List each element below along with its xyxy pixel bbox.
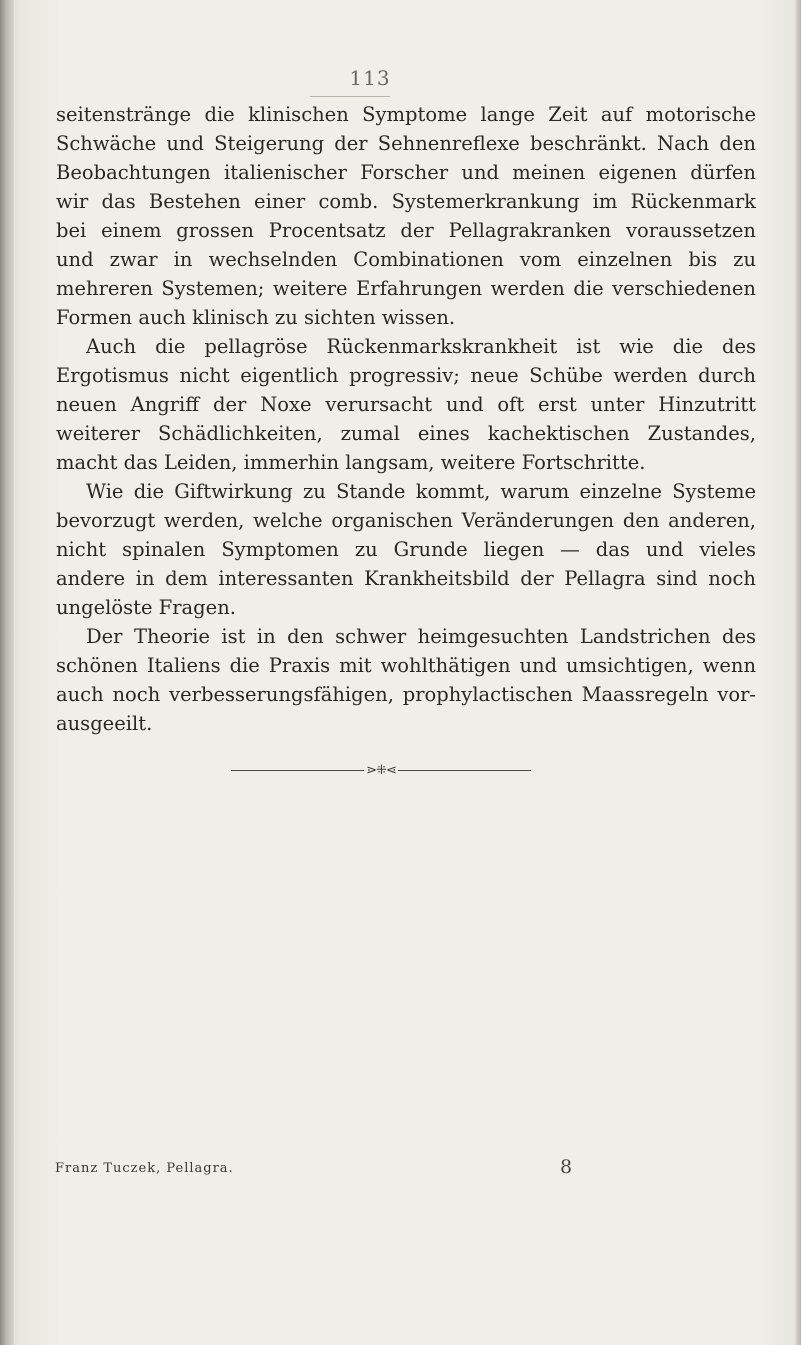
text-line: Der Theorie ist in den schwer heimgesuchten Landstrichen des bbox=[86, 625, 756, 648]
text-line: weiterer Schädlichkeiten, zumal eines kachektischen Zustandes, bbox=[56, 422, 756, 445]
book-gutter-shadow bbox=[0, 0, 14, 1345]
page-number-underline bbox=[310, 96, 390, 97]
body-text bbox=[56, 100, 756, 738]
text-line: Wie die Giftwirkung zu Stande kommt, warum einzelne Systeme bbox=[86, 480, 756, 503]
text-line: Formen auch klinisch zu sichten wissen. bbox=[56, 306, 456, 329]
section-end-ornament bbox=[231, 760, 531, 780]
page-edge-shadow bbox=[795, 0, 801, 1345]
text-line: macht das Leiden, immerhin langsam, weitere Fortschritte. bbox=[56, 451, 646, 474]
text-line: bevorzugt werden, welche organischen Veränderungen den anderen, bbox=[56, 509, 756, 532]
text-line: schönen Italiens die Praxis mit wohlthätigen und umsichtigen, wenn bbox=[56, 654, 756, 677]
footer-sheet-number: 8 bbox=[560, 1156, 573, 1178]
text-line: andere in dem interessanten Krankheitsbild der Pellagra sind noch bbox=[56, 567, 756, 590]
text-line: neuen Angriff der Noxe verursacht und oft erst unter Hinzutritt bbox=[56, 393, 756, 416]
text-line: bei einem grossen Procentsatz der Pellagrakranken voraussetzen bbox=[56, 219, 756, 242]
text-line: ausgeeilt. bbox=[56, 712, 153, 735]
text-line: nicht spinalen Symptomen zu Grunde liegen — das und vieles bbox=[56, 538, 756, 561]
ornament-rule-left bbox=[231, 770, 364, 771]
text-line: Beobachtungen italienischer Forscher und meinen eigenen dürfen bbox=[56, 161, 756, 184]
text-line: auch noch verbesserungsfähigen, prophylactischen Maassregeln vor- bbox=[56, 683, 756, 706]
ornament-rule-right bbox=[398, 770, 531, 771]
text-line: mehreren Systemen; weitere Erfahrungen werden die verschiedenen bbox=[56, 277, 756, 300]
text-line: Schwäche und Steigerung der Sehnenreflexe beschränkt. Nach den bbox=[56, 132, 756, 155]
page-number: 113 bbox=[349, 66, 391, 90]
text-line: Auch die pellagröse Rückenmarkskrankheit ist wie die des bbox=[86, 335, 756, 358]
text-line: ungelöste Fragen. bbox=[56, 596, 236, 619]
text-line: Ergotismus nicht eigentlich progressiv; neue Schübe werden durch bbox=[56, 364, 756, 387]
footer-signature: Franz Tuczek, Pellagra. bbox=[55, 1161, 234, 1176]
text-line: seitenstränge die klinischen Symptome lange Zeit auf motorische bbox=[56, 103, 756, 126]
text-line: und zwar in wechselnden Combinationen vom einzelnen bis zu bbox=[56, 248, 756, 271]
text-line: wir das Bestehen einer comb. Systemerkrankung im Rückenmark bbox=[56, 190, 756, 213]
ornament-glyph: ⋗⁜⋖ bbox=[366, 762, 396, 778]
